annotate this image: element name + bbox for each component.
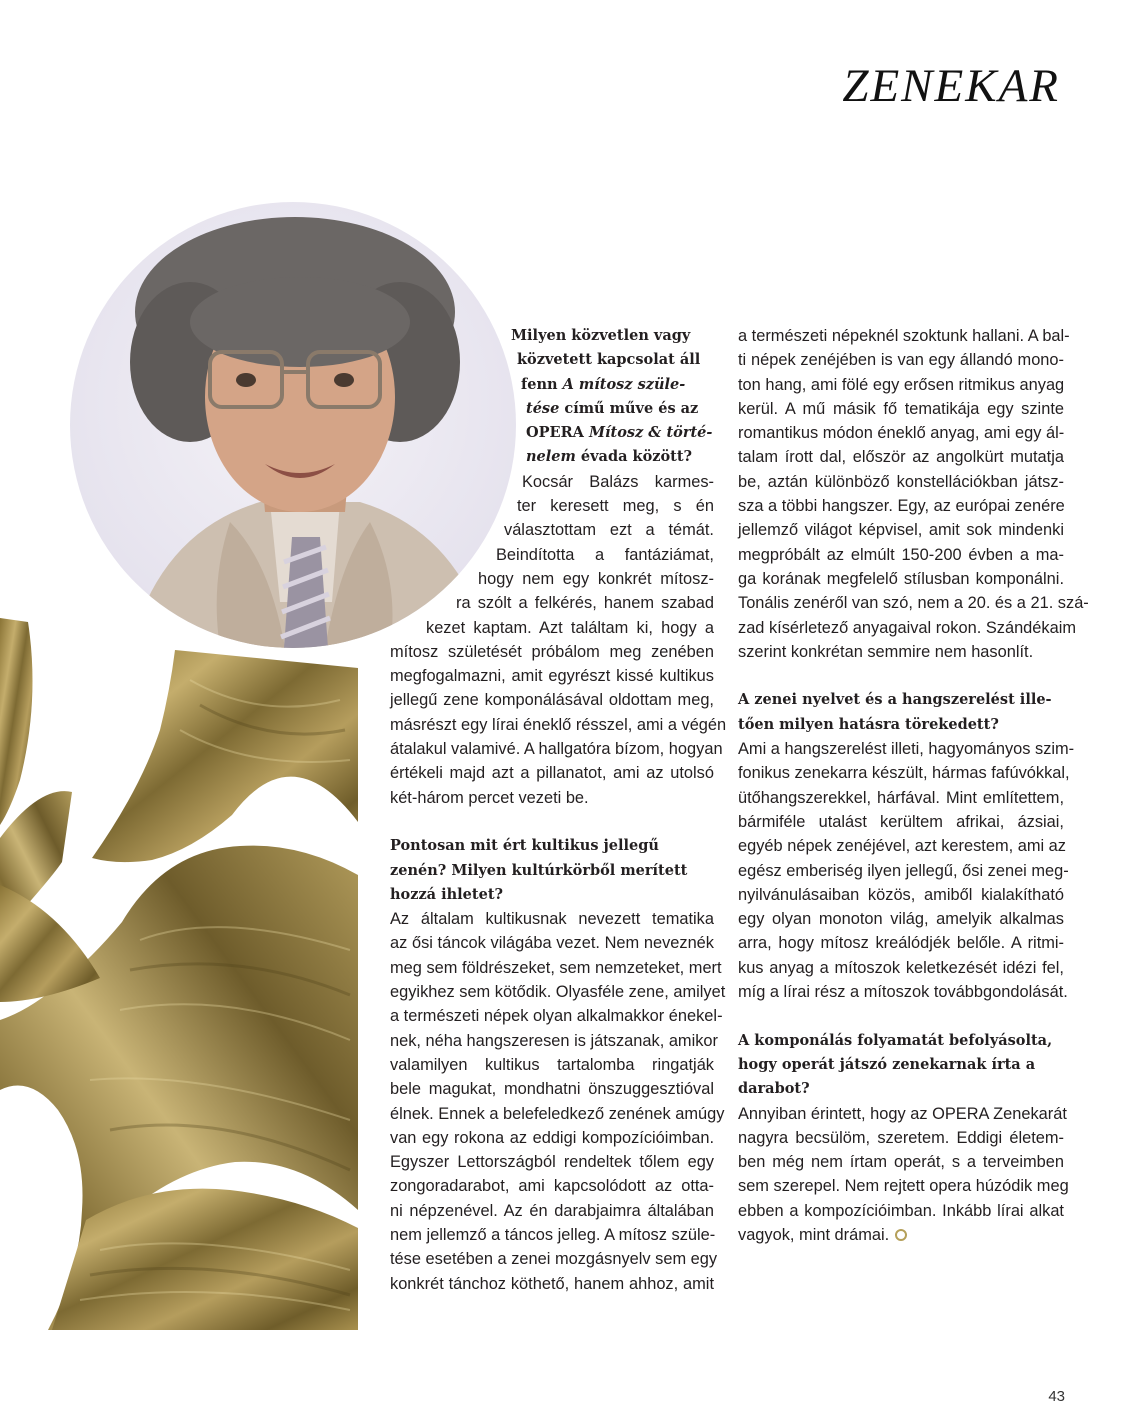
- answer-line: két-három percet vezeti be.: [390, 788, 589, 807]
- answer-line: jellemző világot képvisel, amit sok mindenki: [738, 521, 1064, 540]
- answer-line: megpróbált az elmúlt 150-200 évben a ma-: [738, 545, 1064, 564]
- answer-line: bele magukat, mondhatni önszuggesztióval: [390, 1080, 714, 1099]
- question-line: fenn A mítosz szüle-: [521, 375, 686, 393]
- article-column-1: [390, 324, 727, 1296]
- answer-line: jellegű zene komponálásával oldottam meg,: [390, 691, 714, 710]
- answer-line: ter keresett meg, s én: [517, 497, 714, 516]
- answer-line: Beindította a fantáziámat,: [496, 545, 714, 564]
- answer-line: kerül. A mű másik fő tematikája egy szinte: [738, 399, 1064, 418]
- answer-line: másrészt egy lírai éneklő résszel, ami a végén: [390, 715, 727, 734]
- answer-line: Tonális zenéről van szó, nem a 20. és a 21. szá-: [738, 594, 1089, 613]
- answer-line: Kocsár Balázs karmes-: [522, 472, 714, 491]
- answer-line: bármiféle utalást kerültem afrikai, ázsiai,: [738, 812, 1064, 831]
- page-number: 43: [1048, 1388, 1065, 1405]
- end-of-article-icon: [895, 1229, 907, 1241]
- answer-line: Egyszer Lettországból rendeltek tőlem egy: [390, 1153, 714, 1172]
- section-title: ZENEKAR: [842, 60, 1060, 112]
- answer-line: értékeli majd azt a pillanatot, ami az utolsó: [390, 764, 714, 783]
- answer-line: szerint konkrétan semmire nem hasonlít.: [738, 642, 1034, 661]
- answer-line: ga korának megfelelő stílusban komponálni.: [738, 569, 1064, 588]
- answer-line: míg a lírai rész a mítoszok továbbgondolását.: [738, 983, 1068, 1002]
- answer-line: egyéb népek zenéjével, azt kerestem, ami az: [738, 837, 1066, 856]
- answer-line: [738, 1223, 1064, 1247]
- answer-line: egyikhez sem kötődik. Olyasféle zene, amilyet: [390, 983, 726, 1002]
- answer-line: ni népzenével. Az én darabjaimra általában: [390, 1201, 714, 1220]
- answer-line: nagyra becsülöm, szeretem. Eddigi életem-: [738, 1128, 1064, 1147]
- question-line: A komponálás folyamatát befolyásolta,: [738, 1031, 1053, 1049]
- answer-line: zad kísérletező anyagaival rokon. Szándékaim: [738, 618, 1077, 637]
- answer-line: egy olyan monoton világ, amelyik alkalmas: [738, 910, 1064, 929]
- answer-line: ra szólt a felkérés, hanem szabad: [456, 594, 714, 613]
- question-line: Milyen közvetlen vagy: [511, 327, 691, 344]
- answer-line: ebben a kompozícióimban. Inkább lírai alkat: [738, 1201, 1064, 1220]
- question-line: közvetett kapcsolat áll: [517, 351, 701, 369]
- answer-line: sem szerepel. Nem rejtett opera húzódik meg: [738, 1177, 1069, 1196]
- question-line: tően milyen hatásra törekedett?: [738, 715, 999, 733]
- answer-line: be, aztán különböző konstellációkban játsz-: [738, 472, 1064, 491]
- answer-line: ton hang, ami fölé egy erősen ritmikus anyag: [738, 375, 1065, 394]
- answer-line: ti népek zenéjében is van egy állandó mono-: [738, 351, 1064, 370]
- answer-line: megfogalmazni, amit egyrészt kissé kultikus: [390, 667, 714, 686]
- answer-line: meg sem földrészeket, sem nemzeteket, mert: [390, 958, 722, 977]
- answer-line-text: vagyok, mint drámai.: [738, 1225, 890, 1244]
- answer-line: arra, hogy mítosz kreálódjék belőle. A ritmi-: [738, 934, 1064, 953]
- answer-line: átalakul valamivé. A hallgatóra bízom, hogyan: [390, 740, 723, 759]
- answer-line: hogy nem egy konkrét mítosz-: [478, 569, 714, 588]
- answer-line: talam írott dal, először az angolkürt mutatja: [738, 448, 1064, 467]
- answer-line: tése esetében a zenei mozgásnyelv sem egy: [390, 1250, 718, 1269]
- answer-line: kezet kaptam. Azt találtam ki, hogy a: [426, 618, 714, 637]
- answer-line: egész emberiség ilyen jellegű, ősi zenei meg-: [738, 861, 1069, 880]
- answer-line: a természeti népeknél szoktunk hallani. A bal-: [738, 327, 1070, 345]
- article-column-2: [738, 324, 1089, 1247]
- question-line: A zenei nyelvet és a hangszerelést ille-: [738, 691, 1052, 709]
- answer-line: sza a többi hangszer. Egy, az európai zenére: [738, 497, 1065, 516]
- answer-line: a természeti népek olyan alkalmakkor énekel-: [390, 1007, 723, 1026]
- answer-line: ben még nem írtam operát, s a terveimben: [738, 1153, 1064, 1172]
- answer-line: mítosz születését próbálom meg zenében: [390, 642, 714, 661]
- question-line: tése című műve és az: [526, 399, 699, 417]
- answer-line: Ami a hangszerelést illeti, hagyományos szim-: [738, 740, 1075, 759]
- answer-line: választottam ezt a témát.: [504, 521, 714, 540]
- gold-ornament-image: [0, 610, 360, 1330]
- answer-line: Az általam kultikusnak nevezett tematika: [390, 910, 714, 929]
- question-line: zenén? Milyen kultúrkörből merített: [390, 861, 688, 879]
- answer-line: kus anyag a mítoszok keletkezését idézi fel,: [738, 958, 1064, 977]
- question-line: hogy operát játszó zenekarnak írta a: [738, 1055, 1036, 1073]
- question-line: hozzá ihletet?: [390, 885, 504, 903]
- question-line: darabot?: [738, 1080, 810, 1098]
- answer-line: konkrét tánchoz köthető, hanem ahhoz, amit: [390, 1274, 714, 1293]
- answer-line: Annyiban érintett, hogy az OPERA Zenekarát: [738, 1104, 1067, 1123]
- answer-line: romantikus módon éneklő anyag, ami egy ál-: [738, 424, 1065, 443]
- answer-line: nek, néha hangszeresen is játszanak, amikor: [390, 1031, 718, 1050]
- answer-line: fonikus zenekarra készült, hármas fafúvókkal,: [738, 764, 1070, 783]
- answer-line: van egy rokona az eddigi kompozícióimban.: [390, 1128, 714, 1147]
- answer-line: valamilyen kultikus tartalomba ringatják: [390, 1055, 714, 1074]
- answer-line: az ősi táncok világába vezet. Nem neveznék: [390, 934, 714, 953]
- answer-line: ütőhangszerekkel, hárfával. Mint említettem,: [738, 788, 1064, 807]
- question-line: Pontosan mit ért kultikus jellegű: [390, 837, 659, 855]
- question-line: nelem évada között?: [526, 448, 693, 466]
- question-line: OPERA Mítosz & törté-: [526, 424, 713, 442]
- answer-line: zongoradarabot, ami kapcsolódott az otta-: [390, 1177, 714, 1196]
- answer-line: nyilvánulásaiban közös, amiből kialakítható: [738, 885, 1064, 904]
- answer-line: élnek. Ennek a belefeledkező zenének amúgy: [390, 1104, 725, 1123]
- answer-line: nem jellemző a táncos jelleg. A mítosz szüle-: [390, 1225, 716, 1244]
